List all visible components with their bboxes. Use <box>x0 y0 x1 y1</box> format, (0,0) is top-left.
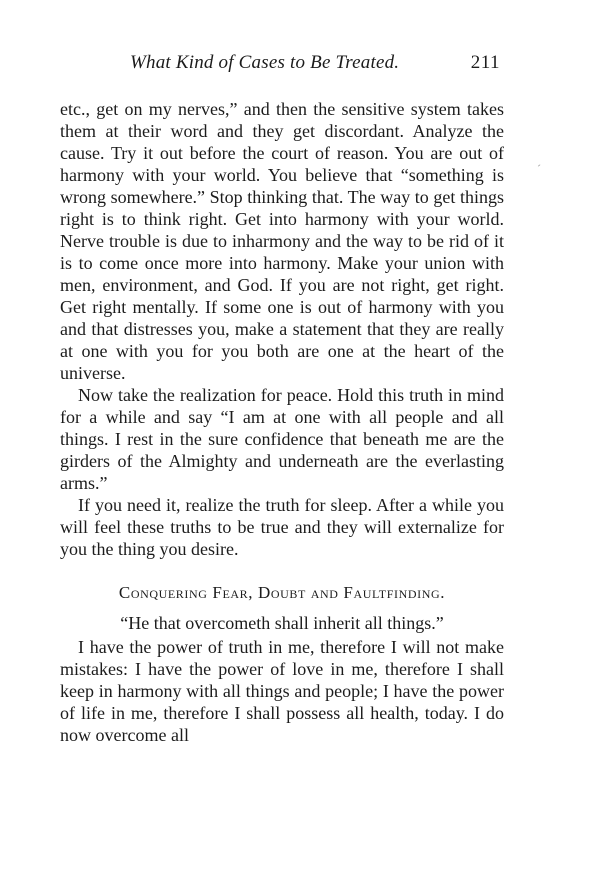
paper-speck: ´ <box>537 162 541 176</box>
body-text <box>60 98 504 746</box>
page-number: 211 <box>470 52 500 73</box>
paragraph-2: Now take the realization for peace. Hold this truth in mind for a while and say “I am at one with all people and all things. I rest in the sure confidence that beneath me are the girders of the Almighty and underneath are the everlasting arms.” <box>60 385 504 493</box>
paragraph-3: If you need it, realize the truth for sleep. After a while you will feel these truths to be true and they will externalize for you the thing you desire. <box>60 495 504 559</box>
paragraph-1: etc., get on my nerves,” and then the sensitive system takes them at their word and they get discordant. Analyze the cause. Try it out before the court of reason. You are out of harmony with your world. You believe that “something is wrong somewhere.” Stop thinking that. The way to get things right is to think right. Get into harmony with your world. Nerve trouble is due to inharmony and the way to be rid of it is to come once more into harmony. Make your union with men, environment, and God. If you are not right, get right. Get right mentally. If some one is out of harmony with you and that distresses you, make a statement that they are really at one with you for you both are one at the heart of the universe. <box>60 99 504 383</box>
epigraph: “He that overcometh shall inherit all things.” <box>120 613 444 633</box>
running-title: What Kind of Cases to Be Treated. <box>130 52 400 73</box>
section-heading: Conquering Fear, Doubt and Faultfinding. <box>118 583 446 602</box>
section-paragraph: I have the power of truth in me, therefore I will not make mistakes: I have the power of love in me, therefore I shall keep in harmony with all things and people; I have the power of life in me, therefore I shall possess all health, today. I do now overcome all <box>60 637 504 745</box>
book-page <box>60 52 504 746</box>
running-head <box>60 52 504 80</box>
